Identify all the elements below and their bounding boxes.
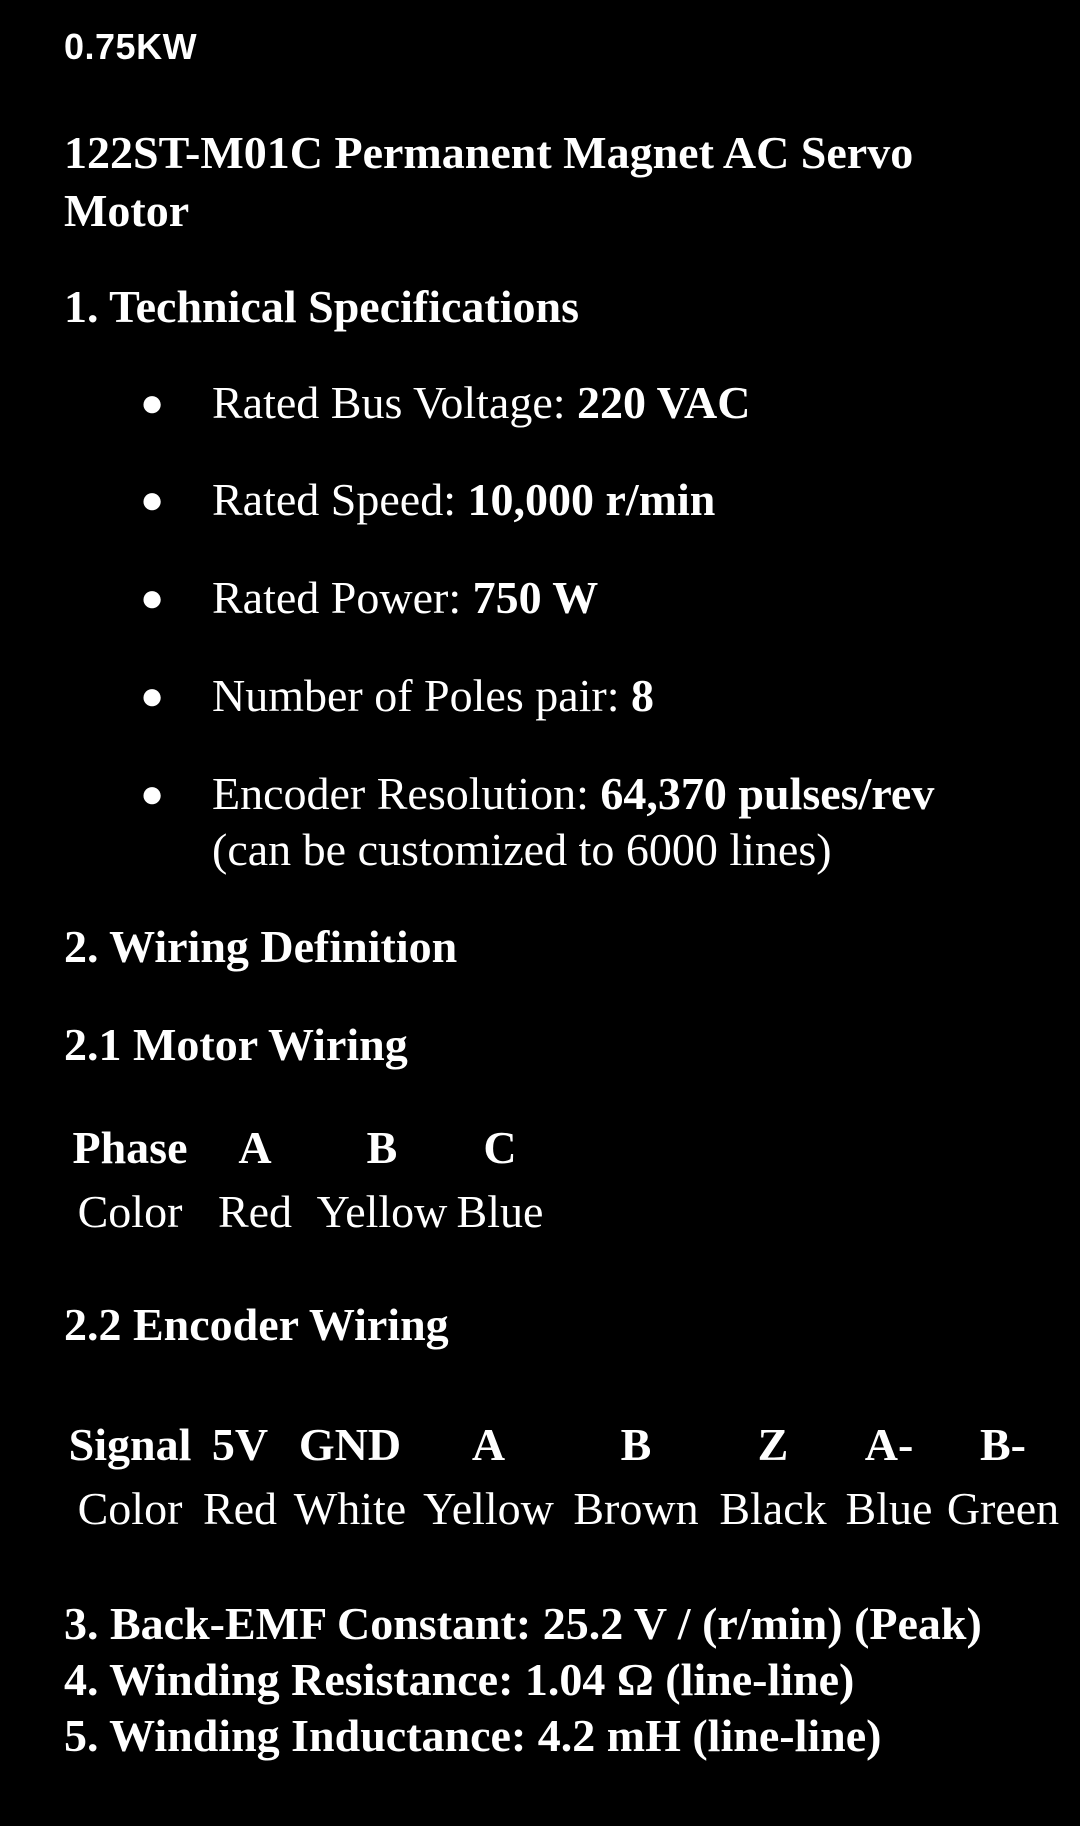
table-cell: Color [77,1482,183,1534]
table-cell: Yellow [316,1185,448,1237]
table-cell: A [471,1418,506,1470]
table-cell: Blue [845,1482,933,1534]
encoder-wiring-heading: 2.2 Encoder Wiring [64,1299,449,1350]
table-cell: Brown [573,1482,699,1534]
spec-label: Rated Bus Voltage: [212,377,578,428]
encoder-wiring-table [64,1412,1063,1540]
param-winding-inductance: 5. Winding Inductance: 4.2 mH (line-line) [64,1710,882,1761]
motor-wiring-table [64,1115,550,1243]
table-row [64,1412,1063,1476]
spec-label: Rated Power: [212,572,473,623]
table-row [64,1476,1063,1540]
bullet-icon: ● [140,673,165,718]
bullet-icon: ● [140,380,165,425]
electrical-params [64,1596,982,1764]
spec-label: Rated Speed: [212,474,468,525]
spec-label: Encoder Resolution: [212,768,601,819]
bullet-icon: ● [140,771,165,816]
table-cell: B- [980,1418,1026,1470]
table-cell: Signal [68,1418,192,1470]
product-title: 122ST-M01C Permanent Magnet AC Servo Motor [64,127,914,236]
spec-item-pole-pairs [140,668,655,724]
spec-item-encoder-resolution [140,766,935,878]
section1-heading: 1. Technical Specifications [64,281,579,332]
spec-item-bus-voltage [140,375,751,431]
bullet-icon: ● [140,575,165,620]
table-row [64,1179,550,1243]
bullet-icon: ● [140,477,165,522]
spec-value: 10,000 r/min [467,474,716,525]
table-cell: 5V [211,1418,269,1470]
table-cell: Red [217,1185,293,1237]
table-cell: GND [298,1418,402,1470]
table-cell: Z [757,1418,789,1470]
table-cell: A- [864,1418,914,1470]
table-cell: B [620,1418,652,1470]
table-cell: Red [202,1482,278,1534]
spec-label: Number of Poles pair: [212,670,632,721]
motor-wiring-heading: 2.1 Motor Wiring [64,1019,408,1070]
table-cell: Phase [72,1121,188,1173]
table-cell: Color [77,1185,183,1237]
table-cell: B [366,1121,398,1173]
table-cell: Black [719,1482,827,1534]
section2-heading: 2. Wiring Definition [64,921,458,972]
table-cell: C [483,1121,517,1173]
table-cell: Blue [456,1185,544,1237]
spec-note: (can be customized to 6000 lines) [212,824,832,875]
spec-item-rated-speed [140,472,716,528]
table-cell: Green [946,1482,1060,1534]
spec-value: 220 VAC [577,377,751,428]
power-label: 0.75KW [64,26,198,67]
spec-item-rated-power [140,570,599,626]
param-back-emf: 3. Back-EMF Constant: 25.2 V / (r/min) (Peak) [64,1598,982,1649]
param-winding-resistance: 4. Winding Resistance: 1.04 Ω (line-line) [64,1654,855,1705]
table-cell: A [238,1121,272,1173]
table-cell: White [293,1482,407,1534]
table-cell: Yellow [423,1482,554,1534]
spec-value: 8 [631,670,655,721]
table-row [64,1115,550,1179]
spec-value: 750 W [472,572,599,623]
spec-value: 64,370 pulses/rev [600,768,935,819]
